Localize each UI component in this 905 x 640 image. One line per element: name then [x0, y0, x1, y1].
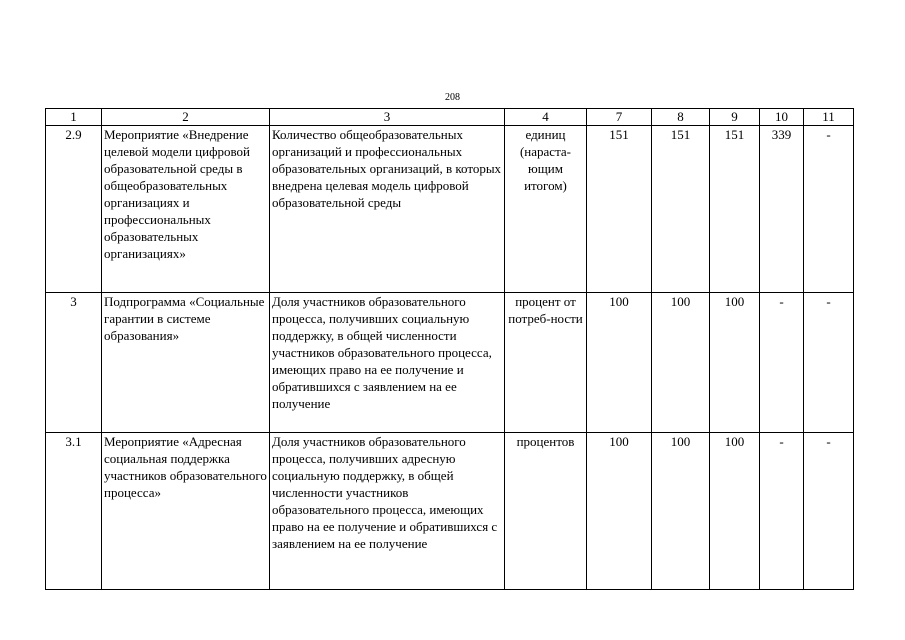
row-value-11: - — [804, 126, 854, 293]
header-cell: 4 — [505, 109, 587, 126]
row-indicator: Количество общеобразовательных организаций и профессиональных образовательных организаций, в которых внедрена целевая модель цифровой образовательной среды — [270, 126, 505, 293]
row-indicator: Доля участников образовательного процесса, получивших адресную социальную поддержку, в общей численности участников образовательного процесса, имеющих право на ее получение и обратившихся с заявлением на ее получение — [270, 433, 505, 590]
row-value-8: 151 — [652, 126, 710, 293]
row-number: 3 — [46, 293, 102, 433]
row-value-8: 100 — [652, 433, 710, 590]
row-value-9: 100 — [710, 433, 760, 590]
table-row — [46, 433, 854, 590]
row-value-9: 151 — [710, 126, 760, 293]
table-row — [46, 293, 854, 433]
header-cell: 3 — [270, 109, 505, 126]
header-cell: 9 — [710, 109, 760, 126]
row-indicator: Доля участников образовательного процесса, получивших социальную поддержку, в общей численности участников образовательного процесса, имеющих право на ее получение и обратившихся с заявлением на ее получение — [270, 293, 505, 433]
row-value-7: 151 — [587, 126, 652, 293]
header-cell: 1 — [46, 109, 102, 126]
header-row — [46, 109, 854, 126]
row-name: Мероприятие «Адресная социальная поддержка участников образовательного процесса» — [102, 433, 270, 590]
row-value-7: 100 — [587, 433, 652, 590]
row-number: 3.1 — [46, 433, 102, 590]
row-value-8: 100 — [652, 293, 710, 433]
row-unit: процент от потреб-ности — [505, 293, 587, 433]
indicator-table — [45, 108, 854, 590]
row-name: Подпрограмма «Социальные гарантии в системе образования» — [102, 293, 270, 433]
row-value-10: 339 — [760, 126, 804, 293]
header-cell: 2 — [102, 109, 270, 126]
row-value-9: 100 — [710, 293, 760, 433]
header-cell: 7 — [587, 109, 652, 126]
header-cell: 8 — [652, 109, 710, 126]
row-value-7: 100 — [587, 293, 652, 433]
row-value-11: - — [804, 433, 854, 590]
row-name: Мероприятие «Внедрение целевой модели цифровой образовательной среды в общеобразовательных организациях и профессиональных образовательных организациях» — [102, 126, 270, 293]
row-value-10: - — [760, 293, 804, 433]
header-cell: 10 — [760, 109, 804, 126]
table-row — [46, 126, 854, 293]
row-value-11: - — [804, 293, 854, 433]
page-number: 208 — [445, 92, 460, 103]
row-unit: процентов — [505, 433, 587, 590]
row-unit: единиц (нараста-ющим итогом) — [505, 126, 587, 293]
row-number: 2.9 — [46, 126, 102, 293]
header-cell: 11 — [804, 109, 854, 126]
row-value-10: - — [760, 433, 804, 590]
